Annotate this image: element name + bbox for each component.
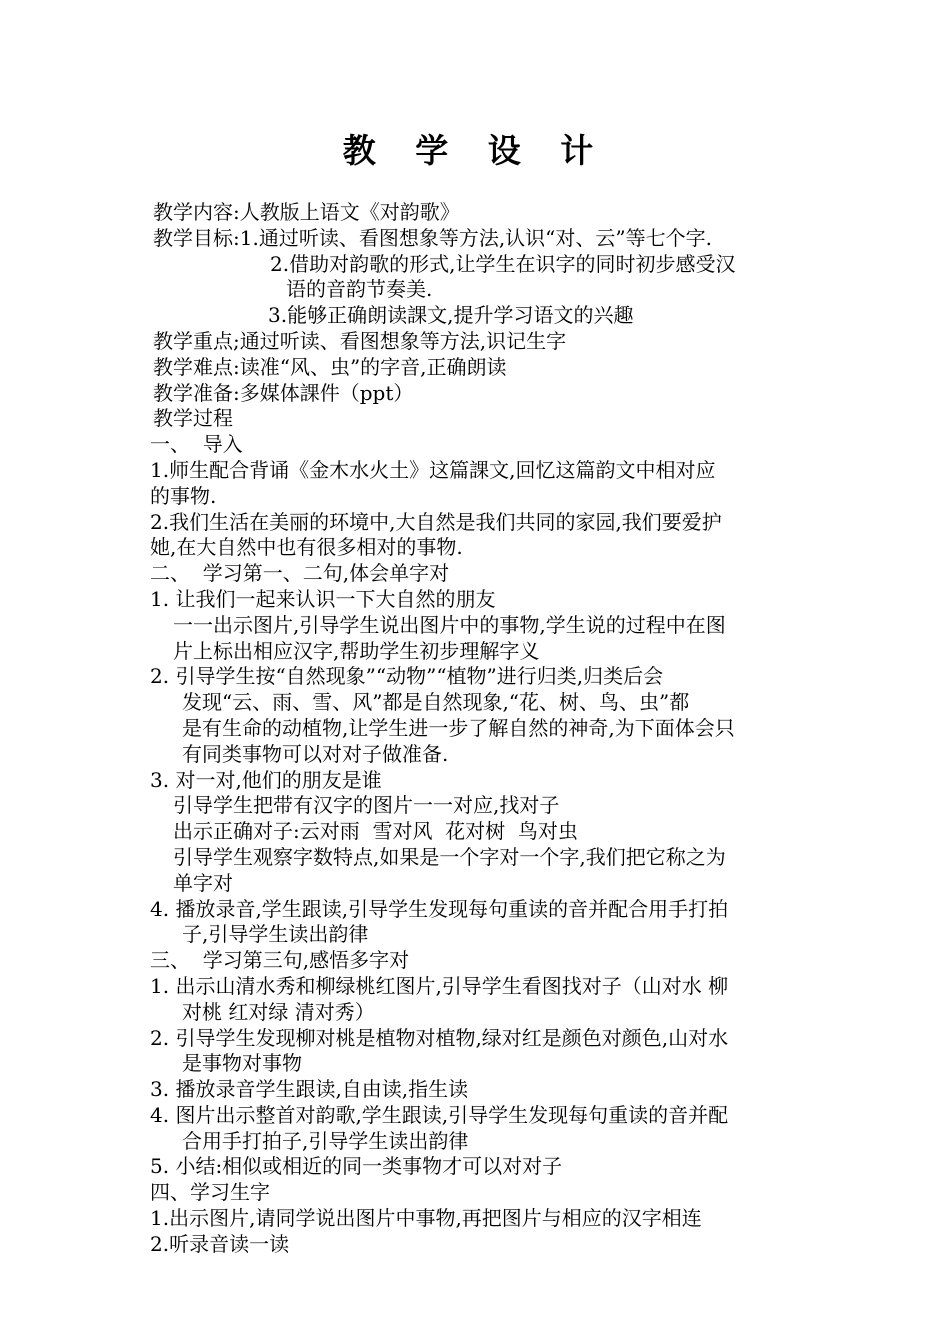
document-body (150, 200, 823, 1258)
text-line: 引导学生观察字数特点,如果是一个字对一个字,我们把它称之为 (173, 844, 726, 869)
section-heading: 三、 学习第三句,感悟多字对 (150, 948, 410, 973)
text-line: 5. 小结:相似或相近的同一类事物才可以对对子 (150, 1154, 563, 1179)
section-heading: 二、 学习第一、二句,体会单字对 (150, 561, 450, 586)
text-line: 片上标出相应汉字,帮助学生初步理解字义 (173, 638, 540, 663)
text-line: 对桃 红对绿 清对秀） (182, 999, 375, 1024)
text-line: 教学目标:1.通过听读、看图想象等方法,认识“对、云”等七个字. (153, 225, 712, 250)
text-line: 一一出示图片,引导学生说出图片中的事物,学生说的过程中在图 (173, 612, 726, 637)
text-line: 2. 引导学生按“自然现象”“动物”“植物”进行归类,归类后会 (150, 664, 664, 689)
text-line: 教学内容:人教版上语文《对韵歌》 (153, 200, 460, 224)
text-line: 单字对 (173, 870, 233, 895)
text-line: 4. 播放录音,学生跟读,引导学生发现每句重读的音并配合用手打拍 (150, 896, 729, 921)
text-line: 语的音韵节奏美. (286, 277, 433, 302)
text-line: 1. 出示山清水秀和柳绿桃红图片,引导学生看图找对子（山对水 柳 (150, 973, 729, 998)
text-line: 教学难点:读准“风、虫”的字音,正确朗读 (153, 354, 507, 379)
text-line: 3.能够正确朗读課文,提升学习语文的兴趣 (268, 303, 634, 328)
text-line: 教学准备:多媒体課件（ppt） (153, 380, 414, 405)
text-line: 1.出示图片,请同学说出图片中事物,再把图片与相应的汉字相连 (150, 1206, 702, 1231)
text-line: 是事物对事物 (182, 1051, 302, 1076)
text-line: 教学重点;通过听读、看图想象等方法,识记生字 (153, 328, 567, 353)
text-line: 教学过程 (153, 406, 233, 431)
text-line: 2. 引导学生发现柳对桃是植物对植物,绿对红是颜色对颜色,山对水 (150, 1025, 729, 1050)
section-heading: 四、学习生字 (150, 1180, 270, 1205)
text-line: 出示正确对子:云对雨 雪对风 花对树 鸟对虫 (173, 819, 578, 844)
text-line: 的事物. (150, 483, 217, 508)
text-line: 她,在大自然中也有很多相对的事物. (150, 535, 463, 560)
text-line: 1. 让我们一起来认识一下大自然的朋友 (150, 586, 496, 611)
text-line: 2.我们生活在美丽的环境中,大自然是我们共同的家园,我们要爱护 (150, 509, 722, 534)
text-line: 2.借助对韵歌的形式,让学生在识字的同时初步感受汉 (270, 251, 736, 276)
text-line: 3. 播放录音学生跟读,自由读,指生读 (150, 1077, 469, 1102)
text-line: 有同类事物可以对对子做准备. (182, 741, 449, 766)
text-line: 发现“云、雨、雪、风”都是自然现象,“花、树、鸟、虫”都 (182, 690, 690, 715)
text-line: 引导学生把带有汉字的图片一一对应,找对子 (173, 793, 560, 818)
text-line: 子,引导学生读出韵律 (182, 922, 369, 947)
text-line: 4. 图片出示整首对韵歌,学生跟读,引导学生发现每句重读的音并配 (150, 1102, 729, 1127)
text-line: 2.听录音读一读 (150, 1231, 290, 1256)
text-line: 3. 对一对,他们的朋友是谁 (150, 767, 382, 792)
section-heading: 一、 导入 (150, 432, 243, 457)
text-line: 1.师生配合背诵《金木水火土》这篇課文,回忆这篇韵文中相对应 (150, 457, 716, 482)
text-line: 是有生命的动植物,让学生进一步了解自然的神奇,为下面体会只 (182, 715, 735, 740)
document-title: 教 学 设 计 (342, 131, 608, 170)
text-line: 合用手打拍子,引导学生读出韵律 (182, 1128, 469, 1153)
